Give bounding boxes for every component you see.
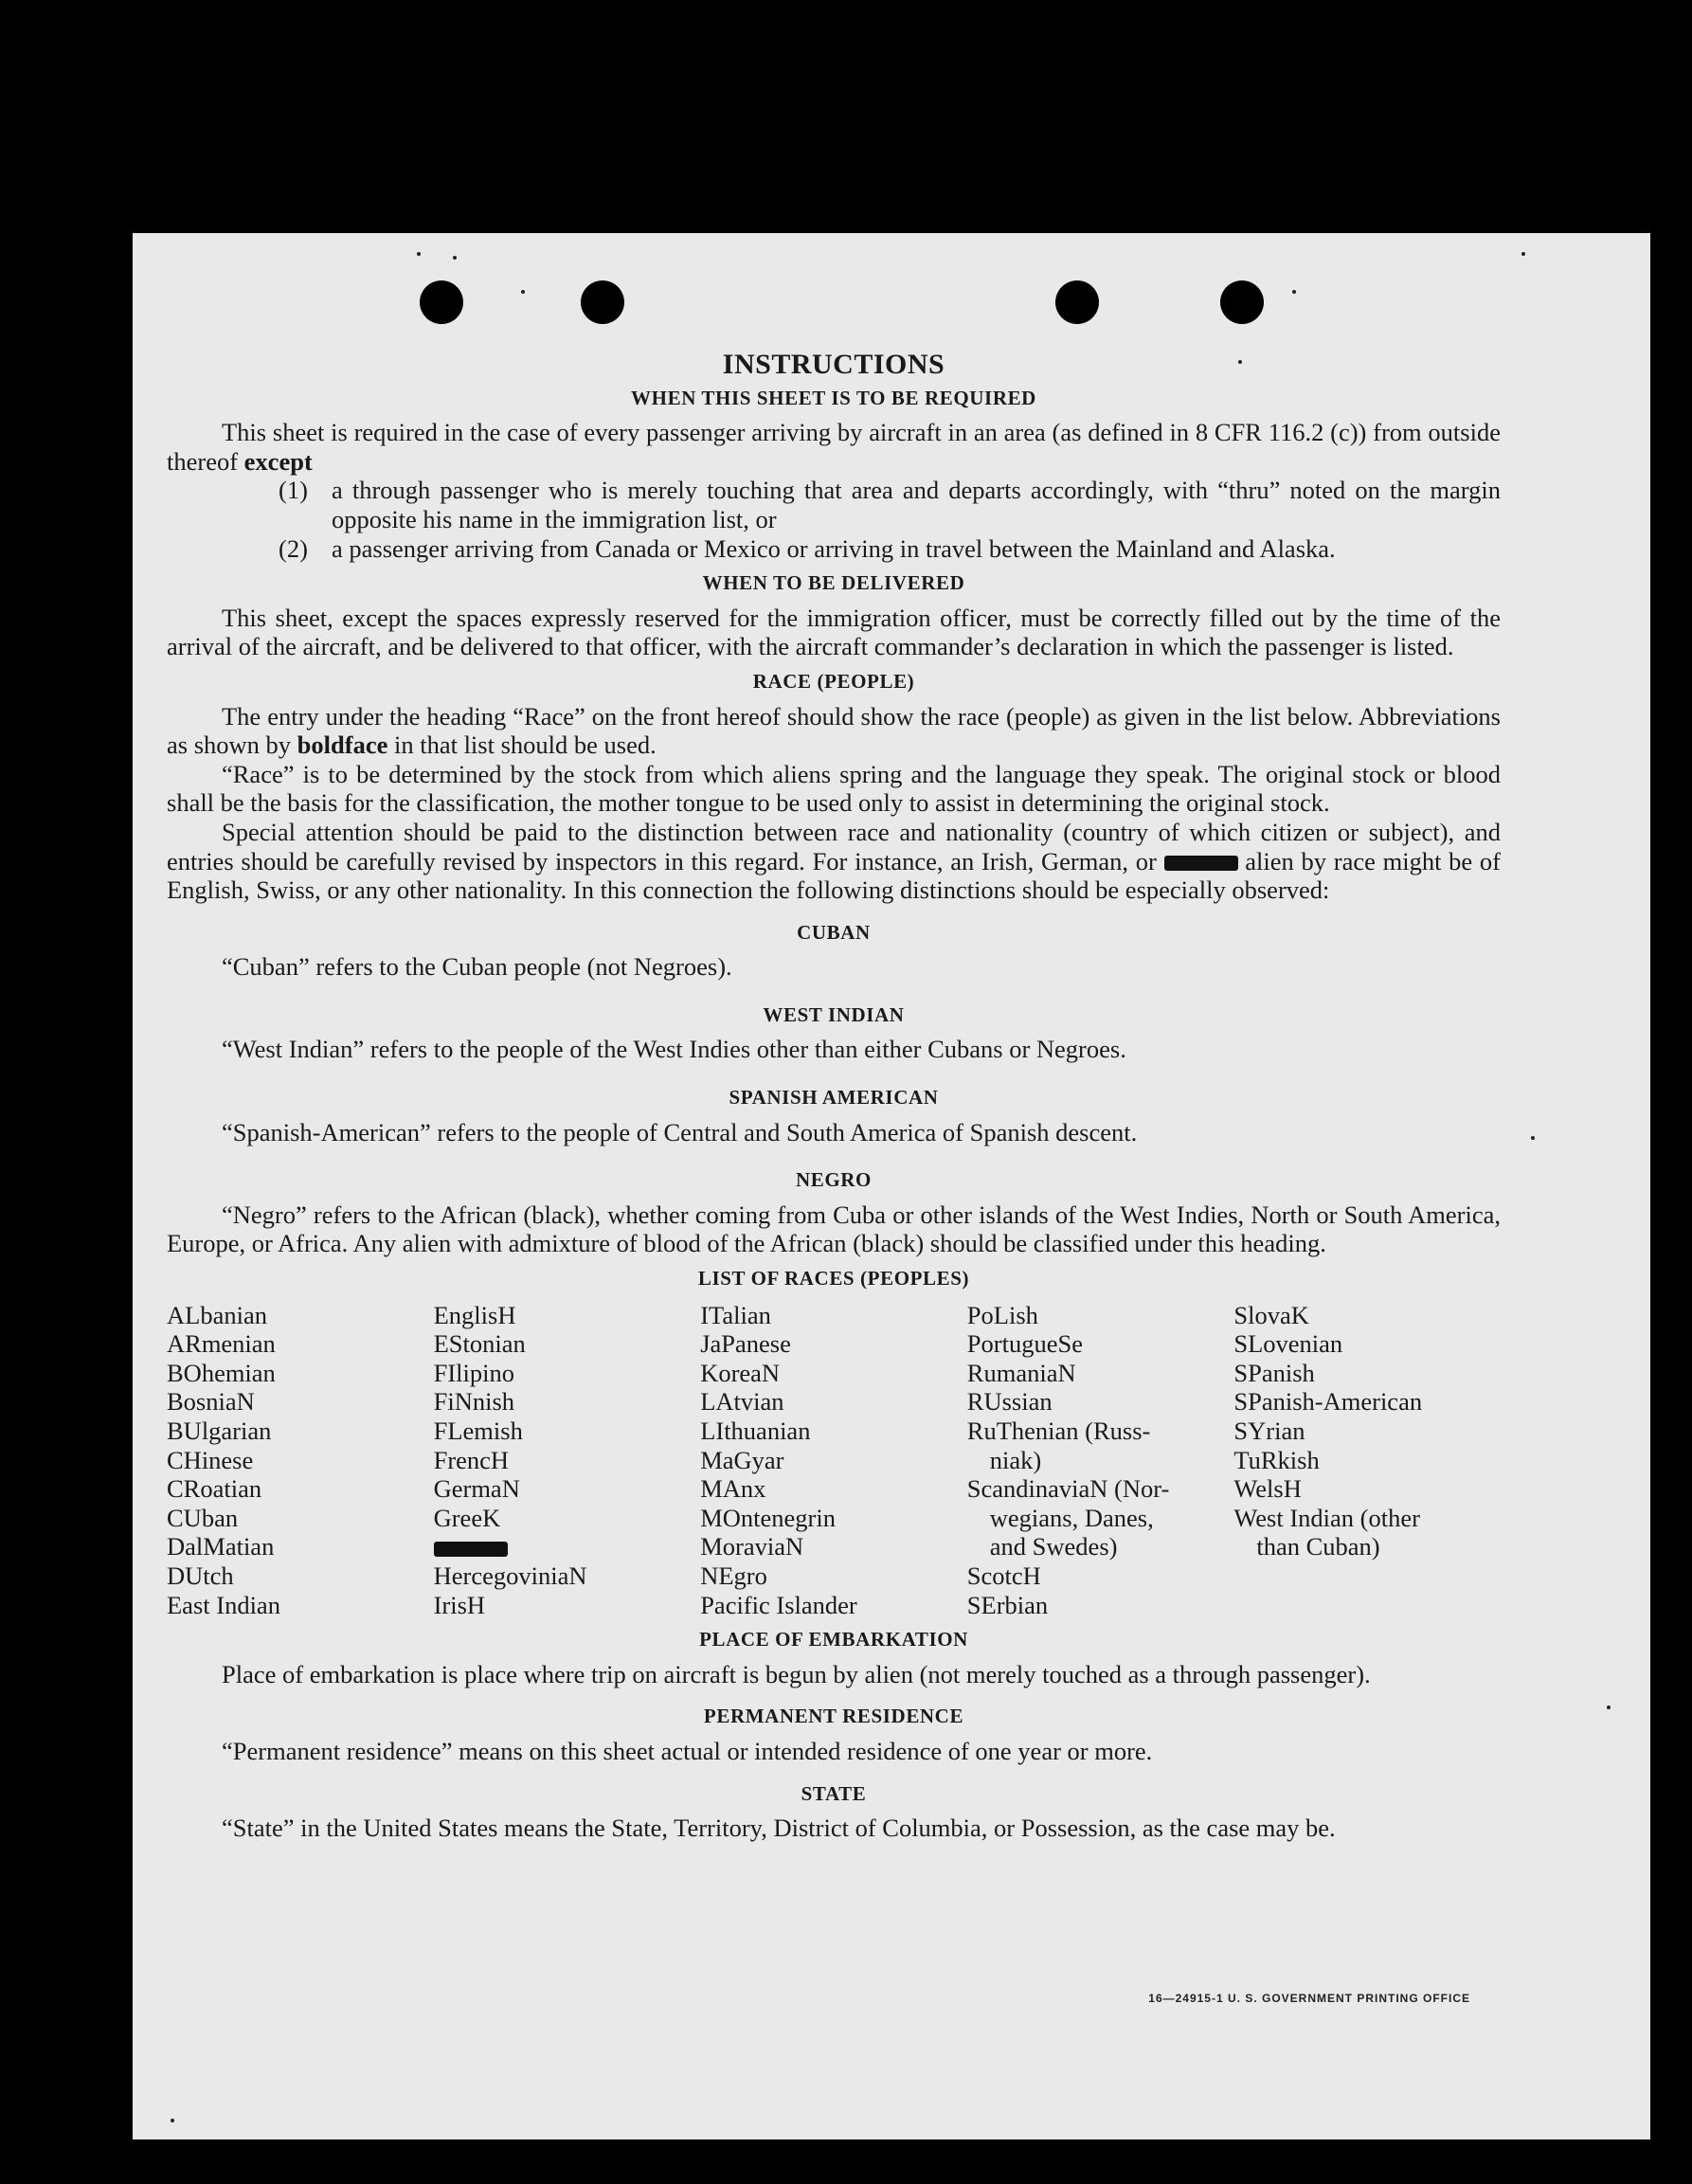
spanish-american-text: “Spanish-American” refers to the people of Central and South America of Spanish descent. [222, 1117, 1138, 1146]
heading-when-required: WHEN THIS SHEET IS TO BE REQUIRED [631, 386, 1036, 409]
race-entry: FiNnish [433, 1387, 515, 1417]
exception-item: (2) a passenger arriving from Canada or Mexico or arriving in travel between the Mainland and Alaska. [279, 533, 1336, 563]
races-column-5 [1233, 1301, 1501, 1620]
race-entry: DalMatian [167, 1532, 275, 1561]
race-entry: ITalian [700, 1300, 771, 1329]
race-entry: ARmenian [167, 1329, 276, 1359]
race-entry-continued: and Swedes) [989, 1532, 1118, 1561]
exception-item: (1) a through passenger who is merely touching that area and departs accordingly, with “thru” noted on the margin opposite his name in the immigration list, or [279, 476, 1501, 533]
redaction-mark [1164, 856, 1238, 871]
race-entry: SPanish-American [1233, 1387, 1423, 1417]
when-delivered-text: This sheet, except the spaces expressly reserved for the immigration officer, must be correctly filled out by the time of the arrival of the aircraft, and be delivered to that officer, with the aircraft commander’s declaration in which the passenger is listed. [167, 603, 1501, 661]
race-entry: PoLish [966, 1300, 1038, 1329]
heading-cuban: CUBAN [797, 920, 871, 944]
race-entry: EStonian [433, 1329, 526, 1359]
race-entry: IrisH [433, 1590, 486, 1619]
race-entry-continued: than Cuban) [1256, 1532, 1380, 1561]
race-entry: FrencH [433, 1445, 510, 1474]
race-entry: SPanish [1233, 1358, 1315, 1387]
race-entry: GermaN [433, 1474, 520, 1504]
race-entry: FLemish [433, 1417, 523, 1445]
race-entry: Pacific Islander [700, 1590, 857, 1619]
heading-when-delivered: WHEN TO BE DELIVERED [702, 571, 965, 595]
race-entry: CUban [167, 1503, 239, 1532]
race-paragraph-1: The entry under the heading “Race” on the front hereof should show the race (people) as given in the list below. Abbreviations as shown by boldface in that list should be used. [167, 701, 1501, 760]
race-entry: CRoatian [167, 1474, 262, 1504]
redaction-mark [434, 1542, 508, 1557]
embarkation-text: Place of embarkation is place where trip on aircraft is begun by alien (not merely touched as a through passenger). [222, 1659, 1371, 1688]
race-paragraph-3: Special attention should be paid to the distinction between race and nationality (country of which citizen or subject), and entries should be carefully revised by inspectors in this regard. For instance, an Irish, German, or alien by race might be of English, Swiss, or any other nationality. In this connection the following distinctions should be especially observed: [167, 817, 1502, 905]
race-entry: ScotcH [966, 1561, 1041, 1590]
heading-state: STATE [801, 1781, 867, 1805]
race-entry: WelsH [1233, 1474, 1302, 1504]
race-entry: MaGyar [700, 1445, 784, 1474]
race-entry: JaPanese [700, 1329, 791, 1359]
redacted-race-entry [434, 1532, 701, 1561]
printing-office-code: 16—24915-1 U. S. GOVERNMENT PRINTING OFFICE [1148, 1992, 1470, 2005]
race-entry: NEgro [700, 1561, 767, 1590]
race-paragraph-2: “Race” is to be determined by the stock from which aliens spring and the language they speak. The original stock or blood shall be the basis for the classification, the mother tongue to be used only to assist in determining the original stock. [167, 759, 1501, 818]
residence-text: “Permanent residence” means on this sheet actual or intended residence of one year or more. [222, 1736, 1153, 1765]
race-entry: PortugueSe [966, 1329, 1083, 1359]
race-entry: HercegoviniaN [433, 1561, 587, 1590]
west-indian-text: “West Indian” refers to the people of the West Indies other than either Cubans or Negroes. [222, 1035, 1126, 1064]
race-entry: GreeK [433, 1503, 501, 1532]
heading-embarkation: PLACE OF EMBARKATION [699, 1628, 968, 1652]
race-entry-continued: niak) [989, 1445, 1042, 1474]
race-entry: DUtch [167, 1561, 234, 1590]
race-entry: KoreaN [700, 1358, 781, 1387]
races-column-2 [434, 1301, 701, 1620]
heading-spanish-american: SPANISH AMERICAN [729, 1086, 939, 1110]
race-entry: CHinese [167, 1445, 254, 1474]
race-entry: RumaniaN [966, 1358, 1076, 1387]
race-entry: ALbanian [167, 1300, 267, 1329]
page-title: INSTRUCTIONS [722, 349, 945, 380]
punch-hole [581, 280, 624, 324]
instructions-body [167, 351, 1501, 1843]
when-required-text: This sheet is required in the case of every passenger arriving by aircraft in an area (as defined in 8 CFR 116.2 (c)) from outside thereof except [167, 418, 1501, 476]
punch-hole [1220, 280, 1264, 324]
heading-west-indian: WEST INDIAN [763, 1002, 905, 1026]
races-list [167, 1301, 1501, 1620]
race-entry: RUssian [966, 1387, 1053, 1417]
race-entry: TuRkish [1233, 1445, 1320, 1474]
race-entry: BUlgarian [167, 1417, 272, 1445]
race-entry-continued: wegians, Danes, [989, 1503, 1154, 1532]
race-entry: SLovenian [1233, 1329, 1343, 1359]
race-entry: East Indian [167, 1590, 280, 1619]
race-entry: BosniaN [167, 1387, 255, 1417]
negro-text: “Negro” refers to the African (black), whether coming from Cuba or other islands of the West Indies, North or South America, Europe, or Africa. Any alien with admixture of blood of the African (black) should be classified under this heading. [167, 1200, 1501, 1258]
race-entry: SYrian [1233, 1417, 1305, 1445]
race-entry: LIthuanian [700, 1417, 811, 1445]
races-column-3 [700, 1301, 967, 1620]
punch-hole [1055, 280, 1099, 324]
races-column-4 [967, 1301, 1234, 1620]
race-entry: MoraviaN [700, 1532, 804, 1561]
race-entry: MOntenegrin [700, 1503, 836, 1532]
race-entry: West Indian (other [1233, 1503, 1420, 1532]
heading-race: RACE (PEOPLE) [752, 669, 915, 693]
race-entry: ScandinaviaN (Nor- [966, 1474, 1170, 1504]
heading-list-of-races: LIST OF RACES (PEOPLES) [697, 1267, 970, 1291]
punch-hole [420, 280, 463, 324]
race-entry: BOhemian [167, 1358, 276, 1387]
race-entry: FIlipino [433, 1358, 514, 1387]
heading-permanent-residence: PERMANENT RESIDENCE [703, 1705, 964, 1728]
race-entry: SlovaK [1233, 1300, 1309, 1329]
race-entry: SErbian [966, 1590, 1049, 1619]
race-entry: RuThenian (Russ- [966, 1417, 1151, 1445]
cuban-text: “Cuban” refers to the Cuban people (not Negroes). [222, 952, 732, 982]
heading-negro: NEGRO [795, 1168, 872, 1192]
races-column-1 [167, 1301, 434, 1620]
race-entry: LAtvian [700, 1387, 784, 1417]
document-sheet [133, 233, 1650, 2139]
race-entry: MAnx [700, 1474, 766, 1504]
race-entry: EnglisH [433, 1300, 516, 1329]
state-text: “State” in the United States means the State, Territory, District of Columbia, or Possession, as the case may be. [222, 1814, 1336, 1843]
